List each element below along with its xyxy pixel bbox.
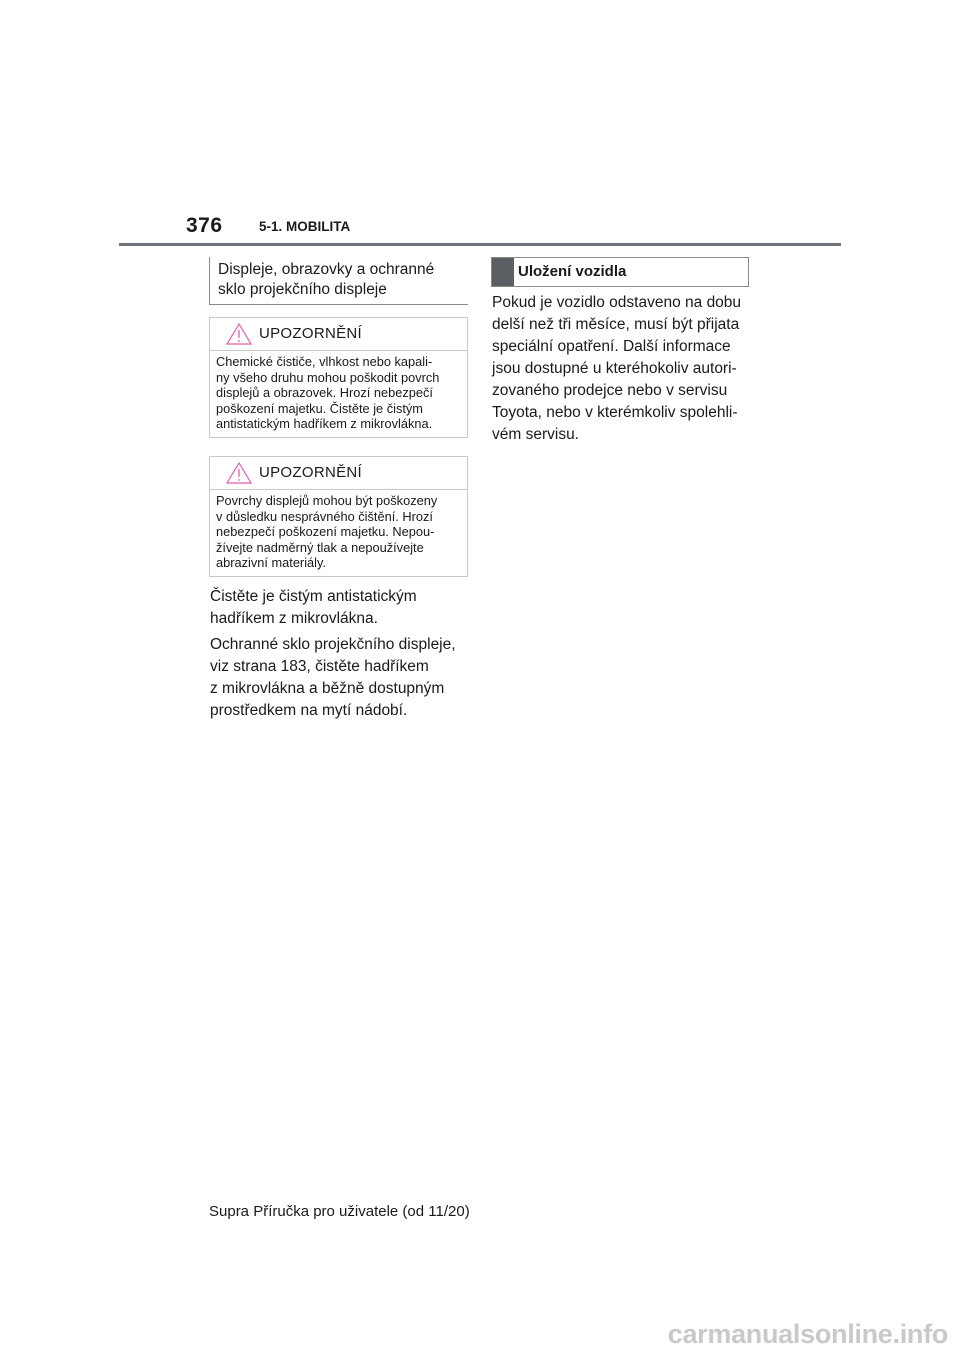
right-section-heading <box>491 257 749 287</box>
section-title: 5-1. MOBILITA <box>259 219 351 234</box>
warning-box-2 <box>209 456 468 577</box>
page-number: 376 <box>186 214 223 237</box>
warning-line: displejů a obrazovek. Hrozí nebezpečí <box>216 385 433 400</box>
paragraph-line: Ochranné sklo projekčního displeje, <box>210 636 456 653</box>
warning-line: nebezpečí poškození majetku. Nepou- <box>216 524 435 539</box>
paragraph-line: delší než tři měsíce, musí být přijata <box>492 316 740 333</box>
heading-text: Uložení vozidla <box>518 263 627 280</box>
warning-triangle-icon <box>226 462 252 484</box>
warning-line: abrazivní materiály. <box>216 555 326 570</box>
header-rule <box>119 243 841 246</box>
paragraph-line: vém servisu. <box>492 426 579 443</box>
warning-triangle-icon <box>226 323 252 345</box>
warning-text <box>210 351 467 437</box>
cleaning-paragraph <box>210 586 472 630</box>
warning-line: v důsledku nesprávného čištění. Hrozí <box>216 508 433 524</box>
paragraph-line: Pokud je vozidlo odstaveno na dobu <box>492 294 742 311</box>
warning-header <box>210 318 467 351</box>
paragraph-line: z mikrovlákna a běžně dostupným <box>210 680 445 697</box>
left-section-heading <box>209 257 468 305</box>
heading-line: sklo projekčního displeje <box>218 281 387 298</box>
warning-line: žívejte nadměrný tlak a nepoužívejte <box>216 539 424 555</box>
heading-marker <box>492 258 514 286</box>
paragraph-line: Čistěte je čistým antistatickým <box>210 588 417 605</box>
paragraph-line: Toyota, nebo v kterémkoliv spolehli- <box>492 404 738 421</box>
warning-line: ny všeho druhu mohou poškodit povrch <box>216 369 440 385</box>
warning-text <box>210 490 467 576</box>
warning-title: UPOZORNĚNÍ <box>259 325 363 342</box>
paragraph-line: speciální opatření. Další informace <box>492 338 731 355</box>
warning-line: antistatickým hadříkem z mikrovlákna. <box>216 416 433 431</box>
paragraph-line: prostředkem na mytí nádobí. <box>210 702 408 719</box>
warning-box-1 <box>209 317 468 438</box>
paragraph-line: zovaného prodejce nebo v servisu <box>492 382 728 399</box>
warning-line: poškození majetku. Čistěte je čistým <box>216 400 423 416</box>
vehicle-storage-paragraph <box>492 292 756 446</box>
paragraph-line: viz strana 183, čistěte hadříkem <box>210 658 429 675</box>
heading-line: Displeje, obrazovky a ochranné <box>218 261 435 278</box>
paragraph-line: hadříkem z mikrovlákna. <box>210 610 378 627</box>
warning-header <box>210 457 467 490</box>
warning-title: UPOZORNĚNÍ <box>259 464 363 481</box>
paragraph-line: jsou dostupné u kteréhokoliv autori- <box>492 360 737 377</box>
warning-line: Povrchy displejů mohou být poškozeny <box>216 493 438 508</box>
projection-glass-paragraph <box>210 634 472 722</box>
watermark: carmanualsonline.info <box>667 1319 948 1349</box>
footer-text: Supra Příručka pro uživatele (od 11/20) <box>209 1203 470 1220</box>
warning-line: Chemické čističe, vlhkost nebo kapali- <box>216 354 433 369</box>
